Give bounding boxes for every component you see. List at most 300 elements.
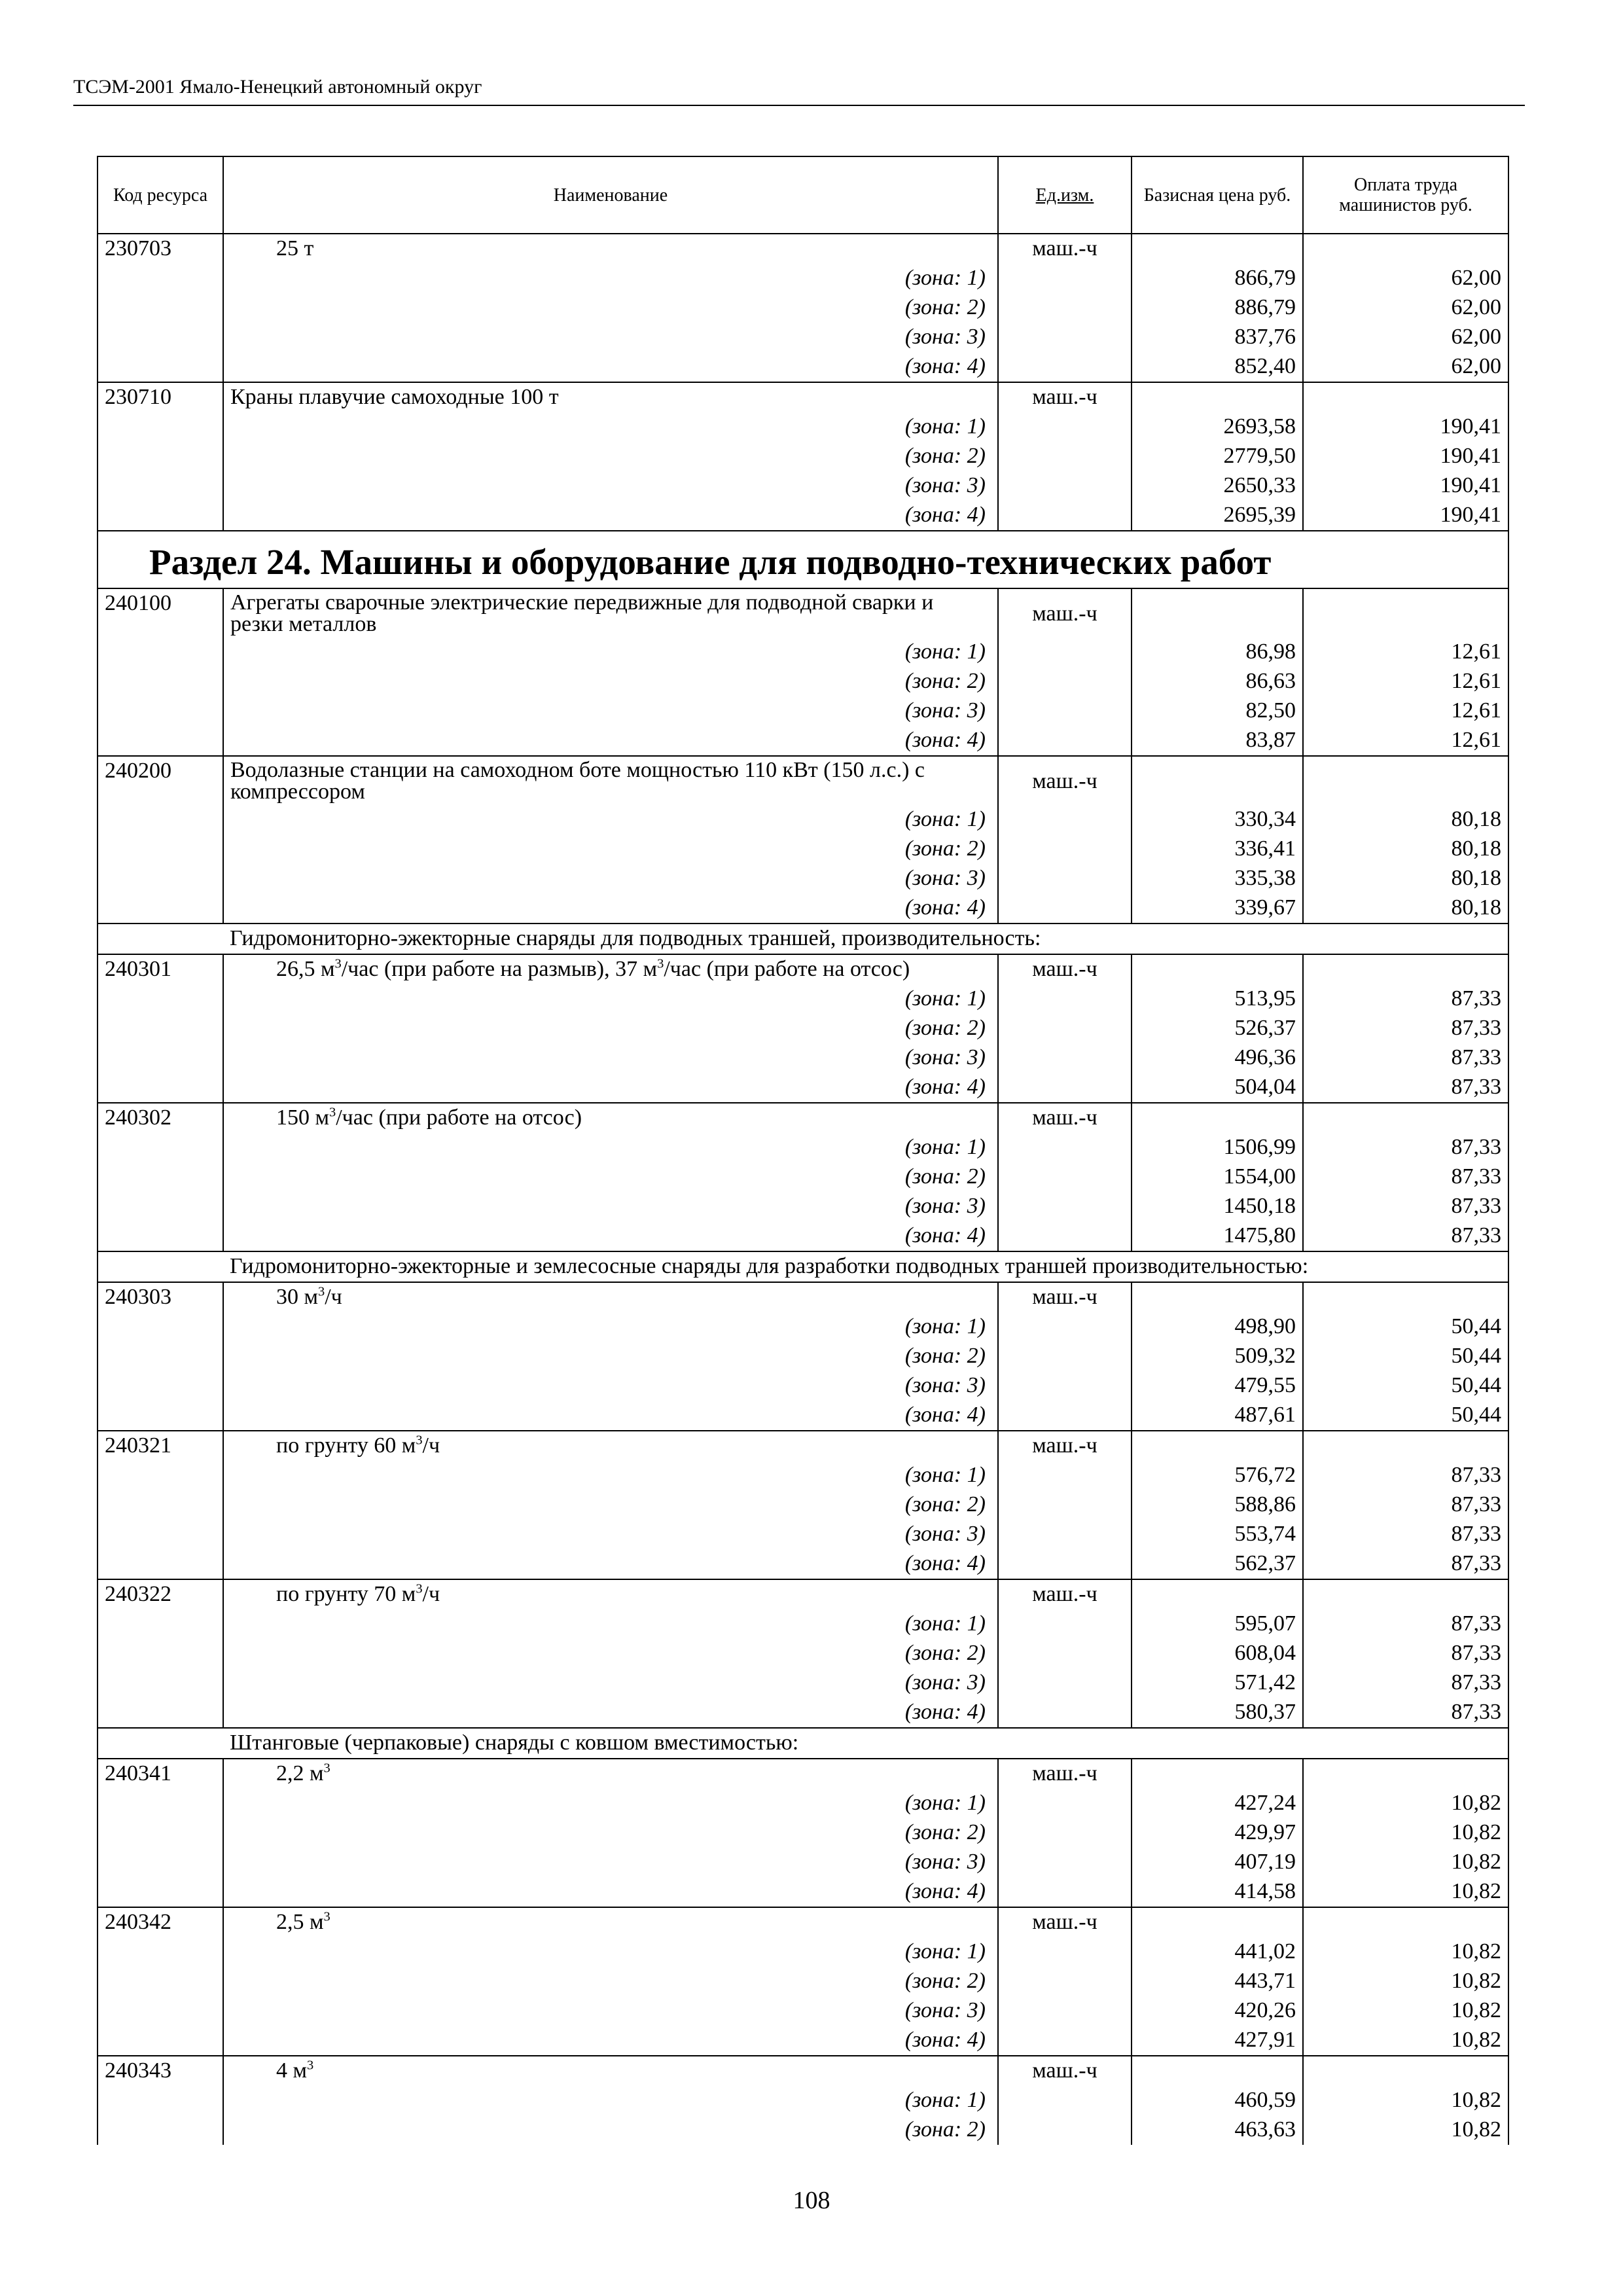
- resource-unit: маш.-ч: [998, 588, 1132, 637]
- base-price: 1554,00: [1132, 1162, 1303, 1192]
- code-cell: [98, 637, 223, 667]
- table-header: [98, 156, 1508, 234]
- resource-price-table: [97, 156, 1509, 2145]
- resource-code: 240343: [98, 2056, 223, 2086]
- code-cell: [98, 1937, 223, 1967]
- base-price: 595,07: [1132, 1609, 1303, 1639]
- code-cell: [98, 2026, 223, 2056]
- operator-wage: 87,33: [1303, 1668, 1508, 1698]
- wage-cell: [1303, 1103, 1508, 1133]
- base-price: 504,04: [1132, 1073, 1303, 1103]
- operator-wage: 10,82: [1303, 1967, 1508, 1996]
- table-row-zone: [98, 637, 1508, 667]
- code-cell: [98, 442, 223, 471]
- code-cell: [98, 1401, 223, 1431]
- unit-cell: [998, 1609, 1132, 1639]
- price-cell: [1132, 1431, 1303, 1461]
- resource-name: 4 $м^3$: [223, 2056, 998, 2086]
- zone-label: (зона: 3): [223, 323, 998, 352]
- zone-label: (зона: 1): [223, 1789, 998, 1818]
- table-row-zone: [98, 1668, 1508, 1698]
- unit-cell: [998, 893, 1132, 924]
- unit-cell: [998, 264, 1132, 293]
- base-price: 429,97: [1132, 1818, 1303, 1848]
- group-heading-row: [98, 1728, 1508, 1759]
- table-row-zone: [98, 1549, 1508, 1579]
- zone-label: (зона: 2): [223, 1818, 998, 1848]
- table-row-zone: [98, 1162, 1508, 1192]
- operator-wage: 62,00: [1303, 323, 1508, 352]
- operator-wage: 50,44: [1303, 1342, 1508, 1371]
- zone-label: (зона: 3): [223, 1996, 998, 2026]
- zone-label: (зона: 4): [223, 1073, 998, 1103]
- table-row-zone: [98, 1192, 1508, 1221]
- code-cell: [98, 323, 223, 352]
- zone-label: (зона: 4): [223, 1877, 998, 1907]
- table-row-zone: [98, 2086, 1508, 2115]
- operator-wage: 10,82: [1303, 1996, 1508, 2026]
- resource-code: 230710: [98, 382, 223, 412]
- base-price: 1450,18: [1132, 1192, 1303, 1221]
- table-row-resource: [98, 1282, 1508, 1312]
- operator-wage: 87,33: [1303, 1520, 1508, 1549]
- table-row-zone: [98, 1848, 1508, 1877]
- resource-code: 230703: [98, 234, 223, 264]
- resource-name: 26,5 $м^3$/час (при работе на размыв), 37 $м^3$/час (при работе на отсос): [223, 954, 998, 984]
- resource-unit: маш.-ч: [998, 2056, 1132, 2086]
- table-row-zone: [98, 293, 1508, 323]
- zone-label: (зона: 4): [223, 1221, 998, 1251]
- code-cell: [98, 1609, 223, 1639]
- table-row-zone: [98, 1639, 1508, 1668]
- resource-unit: маш.-ч: [998, 1431, 1132, 1461]
- table-row-resource: [98, 1431, 1508, 1461]
- resource-code: 240341: [98, 1759, 223, 1789]
- page-number: 108: [793, 2187, 830, 2214]
- zone-label: (зона: 1): [223, 1937, 998, 1967]
- group-heading: Гидромониторно-эжекторные и землесосные снаряды для разработки подводных траншей производительностью:: [223, 1251, 1508, 1282]
- resource-code: 240302: [98, 1103, 223, 1133]
- table-row-zone: [98, 1520, 1508, 1549]
- code-cell: [98, 1461, 223, 1490]
- zone-label: (зона: 3): [223, 696, 998, 726]
- operator-wage: 62,00: [1303, 293, 1508, 323]
- zone-label: (зона: 1): [223, 805, 998, 834]
- price-cell: [1132, 954, 1303, 984]
- table-row-zone: [98, 834, 1508, 864]
- unit-cell: [998, 1549, 1132, 1579]
- unit-cell: [998, 984, 1132, 1014]
- zone-label: (зона: 2): [223, 293, 998, 323]
- base-price: 608,04: [1132, 1639, 1303, 1668]
- code-cell: [98, 501, 223, 531]
- unit-cell: [998, 1490, 1132, 1520]
- operator-wage: 50,44: [1303, 1371, 1508, 1401]
- base-price: 553,74: [1132, 1520, 1303, 1549]
- zone-label: (зона: 2): [223, 442, 998, 471]
- base-price: 443,71: [1132, 1967, 1303, 1996]
- operator-wage: 190,41: [1303, 501, 1508, 531]
- unit-cell: [998, 412, 1132, 442]
- table-row-resource: [98, 954, 1508, 984]
- code-cell: [98, 1312, 223, 1342]
- operator-wage: 87,33: [1303, 1221, 1508, 1251]
- zone-label: (зона: 2): [223, 1967, 998, 1996]
- operator-wage: 87,33: [1303, 1490, 1508, 1520]
- operator-wage: 87,33: [1303, 1192, 1508, 1221]
- unit-cell: [998, 1342, 1132, 1371]
- unit-cell: [998, 323, 1132, 352]
- table-row-resource: [98, 1579, 1508, 1609]
- unit-cell: [998, 1639, 1132, 1668]
- operator-wage: 10,82: [1303, 2026, 1508, 2056]
- code-cell: [98, 1848, 223, 1877]
- base-price: 414,58: [1132, 1877, 1303, 1907]
- zone-label: (зона: 1): [223, 2086, 998, 2115]
- group-heading-row: [98, 924, 1508, 954]
- zone-label: (зона: 2): [223, 1162, 998, 1192]
- zone-label: (зона: 1): [223, 984, 998, 1014]
- code-cell: [98, 293, 223, 323]
- resource-name: Агрегаты сварочные электрические передвижные для подводной сварки и резки металлов: [223, 588, 998, 637]
- table-row-zone: [98, 1312, 1508, 1342]
- resource-unit: маш.-ч: [998, 1103, 1132, 1133]
- zone-label: (зона: 4): [223, 1549, 998, 1579]
- table-row-zone: [98, 2026, 1508, 2056]
- zone-label: (зона: 1): [223, 1609, 998, 1639]
- unit-cell: [998, 1401, 1132, 1431]
- table-row-zone: [98, 726, 1508, 756]
- resource-unit: маш.-ч: [998, 1579, 1132, 1609]
- code-cell: [98, 1698, 223, 1728]
- operator-wage: 190,41: [1303, 412, 1508, 442]
- operator-wage: 87,33: [1303, 1639, 1508, 1668]
- header-code: Код ресурса: [98, 156, 223, 234]
- operator-wage: 10,82: [1303, 1789, 1508, 1818]
- table-row-zone: [98, 1014, 1508, 1043]
- unit-cell: [998, 1461, 1132, 1490]
- code-cell: [98, 924, 223, 954]
- code-cell: [98, 1520, 223, 1549]
- base-price: 487,61: [1132, 1401, 1303, 1431]
- wage-cell: [1303, 234, 1508, 264]
- code-cell: [98, 726, 223, 756]
- code-cell: [98, 893, 223, 924]
- base-price: 1506,99: [1132, 1133, 1303, 1162]
- code-cell: [98, 1728, 223, 1759]
- unit-cell: [998, 1789, 1132, 1818]
- base-price: 866,79: [1132, 264, 1303, 293]
- operator-wage: 87,33: [1303, 1549, 1508, 1579]
- code-cell: [98, 1877, 223, 1907]
- zone-label: (зона: 3): [223, 471, 998, 501]
- zone-label: (зона: 4): [223, 2026, 998, 2056]
- zone-label: (зона: 1): [223, 412, 998, 442]
- resource-name: 30 $м^3/ч$: [223, 1282, 998, 1312]
- base-price: 509,32: [1132, 1342, 1303, 1371]
- base-price: 460,59: [1132, 2086, 1303, 2115]
- zone-label: (зона: 4): [223, 726, 998, 756]
- zone-label: (зона: 1): [223, 1461, 998, 1490]
- unit-cell: [998, 1192, 1132, 1221]
- code-cell: [98, 264, 223, 293]
- operator-wage: 50,44: [1303, 1312, 1508, 1342]
- resource-code: 240303: [98, 1282, 223, 1312]
- operator-wage: 10,82: [1303, 1937, 1508, 1967]
- code-cell: [98, 1342, 223, 1371]
- table-row-resource: [98, 234, 1508, 264]
- unit-cell: [998, 442, 1132, 471]
- operator-wage: 12,61: [1303, 667, 1508, 696]
- table-row-zone: [98, 1877, 1508, 1907]
- base-price: 420,26: [1132, 1996, 1303, 2026]
- base-price: 335,38: [1132, 864, 1303, 893]
- header-wage: Оплата труда машинистов руб.: [1303, 156, 1508, 234]
- code-cell: [98, 352, 223, 382]
- zone-label: (зона: 3): [223, 1043, 998, 1073]
- base-price: 330,34: [1132, 805, 1303, 834]
- base-price: 571,42: [1132, 1668, 1303, 1698]
- base-price: 86,63: [1132, 667, 1303, 696]
- unit-cell: [998, 1371, 1132, 1401]
- zone-label: (зона: 3): [223, 1192, 998, 1221]
- resource-unit: маш.-ч: [998, 1282, 1132, 1312]
- code-cell: [98, 1967, 223, 1996]
- unit-cell: [998, 1698, 1132, 1728]
- unit-cell: [998, 1133, 1132, 1162]
- code-cell: [98, 805, 223, 834]
- code-cell: [98, 864, 223, 893]
- unit-cell: [998, 834, 1132, 864]
- operator-wage: 87,33: [1303, 1162, 1508, 1192]
- table-row-resource: [98, 2056, 1508, 2086]
- base-price: 427,91: [1132, 2026, 1303, 2056]
- zone-label: (зона: 3): [223, 1520, 998, 1549]
- table-row-zone: [98, 1461, 1508, 1490]
- code-cell: [98, 984, 223, 1014]
- unit-cell: [998, 726, 1132, 756]
- code-cell: [98, 1192, 223, 1221]
- table-row-zone: [98, 442, 1508, 471]
- base-price: 479,55: [1132, 1371, 1303, 1401]
- zone-label: (зона: 2): [223, 1639, 998, 1668]
- zone-label: (зона: 2): [223, 1490, 998, 1520]
- operator-wage: 80,18: [1303, 893, 1508, 924]
- base-price: 407,19: [1132, 1848, 1303, 1877]
- unit-cell: [998, 1967, 1132, 1996]
- zone-label: (зона: 2): [223, 834, 998, 864]
- zone-label: (зона: 2): [223, 2115, 998, 2145]
- price-cell: [1132, 1907, 1303, 1937]
- table-row-zone: [98, 501, 1508, 531]
- table-row-zone: [98, 1789, 1508, 1818]
- resource-code: 240342: [98, 1907, 223, 1937]
- wage-cell: [1303, 1759, 1508, 1789]
- unit-cell: [998, 1996, 1132, 2026]
- base-price: 83,87: [1132, 726, 1303, 756]
- unit-cell: [998, 805, 1132, 834]
- table-row-resource: [98, 588, 1508, 637]
- wage-cell: [1303, 954, 1508, 984]
- code-cell: [98, 1221, 223, 1251]
- table-row-resource: [98, 382, 1508, 412]
- table-row-zone: [98, 352, 1508, 382]
- wage-cell: [1303, 1431, 1508, 1461]
- price-cell: [1132, 2056, 1303, 2086]
- base-price: 526,37: [1132, 1014, 1303, 1043]
- table-row-zone: [98, 412, 1508, 442]
- operator-wage: 10,82: [1303, 2115, 1508, 2145]
- unit-cell: [998, 471, 1132, 501]
- price-cell: [1132, 1103, 1303, 1133]
- zone-label: (зона: 3): [223, 1848, 998, 1877]
- operator-wage: 12,61: [1303, 726, 1508, 756]
- table-row-zone: [98, 264, 1508, 293]
- unit-cell: [998, 1877, 1132, 1907]
- zone-label: (зона: 4): [223, 501, 998, 531]
- base-price: 427,24: [1132, 1789, 1303, 1818]
- wage-cell: [1303, 382, 1508, 412]
- base-price: 336,41: [1132, 834, 1303, 864]
- base-price: 496,36: [1132, 1043, 1303, 1073]
- operator-wage: 87,33: [1303, 1609, 1508, 1639]
- operator-wage: 12,61: [1303, 637, 1508, 667]
- table-row-zone: [98, 1996, 1508, 2026]
- price-cell: [1132, 1282, 1303, 1312]
- zone-label: (зона: 2): [223, 1342, 998, 1371]
- code-cell: [98, 1639, 223, 1668]
- operator-wage: 10,82: [1303, 1818, 1508, 1848]
- base-price: 562,37: [1132, 1549, 1303, 1579]
- unit-cell: [998, 1162, 1132, 1192]
- operator-wage: 62,00: [1303, 264, 1508, 293]
- resource-name: по грунту 60 $м^3/ч$: [223, 1431, 998, 1461]
- table-row-zone: [98, 1698, 1508, 1728]
- table-row-zone: [98, 1073, 1508, 1103]
- resource-name: 25 т: [223, 234, 998, 264]
- base-price: 2779,50: [1132, 442, 1303, 471]
- code-cell: [98, 1014, 223, 1043]
- code-cell: [98, 1490, 223, 1520]
- code-cell: [98, 1371, 223, 1401]
- table-body: [98, 234, 1508, 2145]
- zone-label: (зона: 2): [223, 1014, 998, 1043]
- resource-unit: маш.-ч: [998, 954, 1132, 984]
- zone-label: (зона: 4): [223, 1401, 998, 1431]
- resource-unit: маш.-ч: [998, 756, 1132, 805]
- code-cell: [98, 1162, 223, 1192]
- zone-label: (зона: 3): [223, 1371, 998, 1401]
- resource-unit: маш.-ч: [998, 1759, 1132, 1789]
- code-cell: [98, 412, 223, 442]
- table-row-resource: [98, 1103, 1508, 1133]
- code-cell: [98, 1043, 223, 1073]
- price-cell: [1132, 234, 1303, 264]
- resource-code: 240322: [98, 1579, 223, 1609]
- price-cell: [1132, 588, 1303, 637]
- base-price: 339,67: [1132, 893, 1303, 924]
- wage-cell: [1303, 756, 1508, 805]
- unit-cell: [998, 352, 1132, 382]
- base-price: 2695,39: [1132, 501, 1303, 531]
- unit-cell: [998, 696, 1132, 726]
- operator-wage: 80,18: [1303, 834, 1508, 864]
- operator-wage: 87,33: [1303, 984, 1508, 1014]
- section-heading-row: [98, 531, 1508, 588]
- table-row-zone: [98, 471, 1508, 501]
- price-cell: [1132, 1759, 1303, 1789]
- table-row-zone: [98, 696, 1508, 726]
- operator-wage: 190,41: [1303, 471, 1508, 501]
- unit-cell: [998, 864, 1132, 893]
- code-cell: [98, 834, 223, 864]
- code-cell: [98, 1251, 223, 1282]
- resource-name: 2,5 $м^3$: [223, 1907, 998, 1937]
- zone-label: (зона: 1): [223, 1312, 998, 1342]
- wage-cell: [1303, 588, 1508, 637]
- unit-cell: [998, 1848, 1132, 1877]
- zone-label: (зона: 1): [223, 637, 998, 667]
- resource-code: 240301: [98, 954, 223, 984]
- operator-wage: 87,33: [1303, 1073, 1508, 1103]
- table-row-zone: [98, 805, 1508, 834]
- wage-cell: [1303, 1579, 1508, 1609]
- operator-wage: 87,33: [1303, 1461, 1508, 1490]
- zone-label: (зона: 3): [223, 1668, 998, 1698]
- table-row-zone: [98, 864, 1508, 893]
- base-price: 441,02: [1132, 1937, 1303, 1967]
- unit-cell: [998, 1818, 1132, 1848]
- table-row-zone: [98, 1401, 1508, 1431]
- code-cell: [98, 1133, 223, 1162]
- code-cell: [98, 1818, 223, 1848]
- base-price: 2650,33: [1132, 471, 1303, 501]
- base-price: 852,40: [1132, 352, 1303, 382]
- header-unit: [998, 156, 1132, 234]
- zone-label: (зона: 4): [223, 352, 998, 382]
- zone-label: (зона: 4): [223, 1698, 998, 1728]
- zone-label: (зона: 2): [223, 667, 998, 696]
- resource-code: 240100: [98, 588, 223, 637]
- resource-code: 240321: [98, 1431, 223, 1461]
- operator-wage: 87,33: [1303, 1698, 1508, 1728]
- group-heading: Штанговые (черпаковые) снаряды с ковшом вместимостью:: [223, 1728, 1508, 1759]
- price-cell: [1132, 382, 1303, 412]
- wage-cell: [1303, 1282, 1508, 1312]
- code-cell: [98, 2115, 223, 2145]
- table-row-resource: [98, 1759, 1508, 1789]
- resource-unit: маш.-ч: [998, 1907, 1132, 1937]
- operator-wage: 87,33: [1303, 1043, 1508, 1073]
- table-row-zone: [98, 1043, 1508, 1073]
- wage-cell: [1303, 2056, 1508, 2086]
- code-cell: [98, 471, 223, 501]
- unit-cell: [998, 2026, 1132, 2056]
- header-name: Наименование: [223, 156, 998, 234]
- table-row-resource: [98, 1907, 1508, 1937]
- unit-cell: [998, 501, 1132, 531]
- zone-label: (зона: 1): [223, 1133, 998, 1162]
- base-price: 588,86: [1132, 1490, 1303, 1520]
- zone-label: (зона: 4): [223, 893, 998, 924]
- unit-cell: [998, 637, 1132, 667]
- operator-wage: 10,82: [1303, 1848, 1508, 1877]
- code-cell: [98, 2086, 223, 2115]
- table-row-zone: [98, 1967, 1508, 1996]
- table-row-zone: [98, 1609, 1508, 1639]
- operator-wage: 87,33: [1303, 1014, 1508, 1043]
- table-row-zone: [98, 1371, 1508, 1401]
